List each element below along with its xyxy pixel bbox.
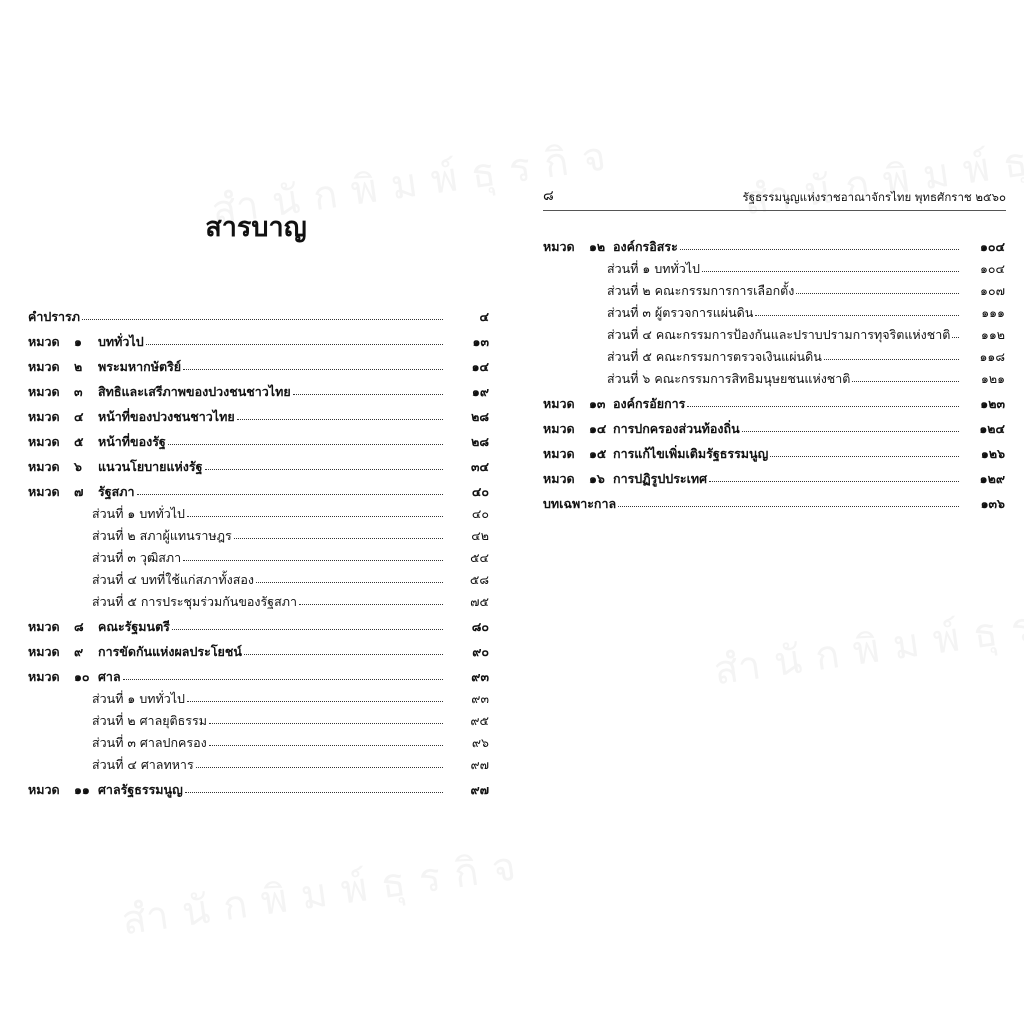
header-page-number: ๘ [543, 188, 554, 204]
chapter-number: ๘ [74, 619, 84, 634]
page-number: ๑๑๑ [981, 305, 1005, 320]
page-number: ๑๒๑ [980, 371, 1005, 386]
page-number: ๒๘ [471, 409, 489, 424]
toc-chapter-entry [28, 356, 489, 378]
chapter-number: ๑๖ [589, 471, 605, 486]
chapter-number: ๒ [74, 359, 83, 374]
dot-leader [742, 431, 959, 432]
chapter-number: ๑ [74, 334, 82, 349]
dot-leader [852, 381, 959, 382]
dot-leader [952, 337, 959, 338]
toc-chapter-entry [28, 406, 489, 428]
dot-leader [299, 604, 443, 605]
running-header [543, 188, 1006, 211]
dot-leader [209, 745, 443, 746]
entry-title: หน้าที่ของรัฐ [98, 434, 166, 449]
dot-leader [244, 654, 443, 655]
entry-title: ส่วนที่ ๕ การประชุมร่วมกันของรัฐสภา [92, 594, 297, 609]
dot-leader [293, 394, 443, 395]
chapter-label: หมวด [28, 409, 60, 424]
entry-title: พระมหากษัตริย์ [98, 359, 182, 374]
page-number: ๑๑๘ [979, 349, 1005, 364]
watermark [118, 832, 534, 953]
entry-title: คณะรัฐมนตรี [98, 619, 170, 634]
page-number: ๘๐ [471, 619, 489, 634]
chapter-number: ๓ [74, 384, 83, 399]
page-number: ๙๗ [470, 782, 489, 797]
toc-chapter-entry [28, 381, 489, 403]
toc-chapter-entry [28, 779, 489, 801]
toc-chapter-entry [543, 493, 1005, 515]
entry-title: ส่วนที่ ๑ บททั่วไป [92, 691, 185, 706]
chapter-number: ๑๓ [589, 396, 606, 411]
page-number: ๓๔ [470, 459, 489, 474]
toc-chapter-entry [543, 443, 1005, 465]
dot-leader [123, 679, 443, 680]
entry-title: ส่วนที่ ๑ บททั่วไป [92, 506, 185, 521]
page-number: ๙๕ [470, 713, 489, 728]
entry-title: องค์กรอัยการ [613, 396, 686, 411]
dot-leader [618, 506, 959, 507]
entry-title: การปฏิรูปประเทศ [613, 471, 708, 486]
page-number: ๙๖ [471, 735, 489, 750]
toc-section-entry [28, 754, 489, 776]
page-number: ๔๒ [471, 528, 489, 543]
entry-title: หน้าที่ของปวงชนชาวไทย [98, 409, 235, 424]
toc-chapter-entry [28, 616, 489, 638]
entry-title: องค์กรอิสระ [613, 239, 678, 254]
dot-leader [187, 516, 443, 517]
chapter-number: ๗ [74, 484, 84, 499]
chapter-label: หมวด [543, 421, 575, 436]
chapter-label: หมวด [543, 239, 575, 254]
dot-leader [770, 456, 959, 457]
toc-section-entry [543, 346, 1005, 368]
dot-leader [183, 560, 443, 561]
page-number: ๑๐๗ [980, 283, 1005, 298]
dot-leader [146, 344, 443, 345]
entry-title: ศาลรัฐธรรมนูญ [98, 782, 183, 797]
toc-section-entry [28, 688, 489, 710]
header-title: รัฐธรรมนูญแห่งราชอาณาจักรไทย พุทธศักราช ๒๕๖๐ [742, 190, 1006, 204]
chapter-number: ๑๒ [589, 239, 606, 254]
toc-section-entry [28, 525, 489, 547]
page-number: ๔ [479, 309, 489, 324]
dot-leader [702, 271, 959, 272]
toc-chapter-entry [28, 431, 489, 453]
toc-chapter-entry [28, 456, 489, 478]
entry-title: ส่วนที่ ๔ ศาลทหาร [92, 757, 194, 772]
entry-title: สิทธิและเสรีภาพของปวงชนชาวไทย [98, 384, 291, 399]
page-number: ๕๘ [469, 572, 489, 587]
toc-section-entry [28, 591, 489, 613]
toc-list-right [543, 236, 1005, 515]
chapter-number: ๕ [74, 434, 84, 449]
toc-section-entry [543, 302, 1005, 324]
chapter-label: หมวด [28, 384, 60, 399]
toc-section-entry [543, 368, 1005, 390]
chapter-label: หมวด [28, 434, 60, 449]
dot-leader [680, 249, 959, 250]
chapter-label: หมวด [28, 359, 60, 374]
dot-leader [256, 582, 443, 583]
chapter-number: ๑๑ [74, 782, 90, 797]
chapter-label: หมวด [543, 396, 575, 411]
toc-chapter-entry [543, 393, 1005, 415]
page-number: ๔๐ [471, 506, 489, 521]
page-number: ๔๐ [471, 484, 489, 499]
dot-leader [196, 767, 443, 768]
page-number: ๗๕ [470, 594, 489, 609]
toc-page-right [512, 0, 1024, 1024]
page-number: ๑๓๖ [980, 496, 1005, 511]
entry-title: ส่วนที่ ๓ ผู้ตรวจการแผ่นดิน [607, 305, 754, 320]
entry-title: บทเฉพาะกาล [543, 496, 617, 511]
toc-section-entry [543, 258, 1005, 280]
entry-title: คำปรารภ [28, 309, 81, 324]
entry-title: รัฐสภา [98, 484, 135, 499]
toc-chapter-entry [28, 331, 489, 353]
entry-title: การปกครองส่วนท้องถิ่น [613, 421, 740, 436]
page-number: ๑๔ [471, 359, 489, 374]
page-number: ๑๒๔ [979, 421, 1005, 436]
page-number: ๕๔ [470, 550, 489, 565]
chapter-label: หมวด [543, 446, 575, 461]
entry-title: ส่วนที่ ๔ คณะกรรมการป้องกันและปราบปรามการทุจริตแห่งชาติ [607, 327, 951, 342]
entry-title: ส่วนที่ ๓ วุฒิสภา [92, 550, 182, 565]
dot-leader [755, 315, 959, 316]
dot-leader [187, 701, 443, 702]
page-number: ๙๗ [470, 757, 489, 772]
dot-leader [205, 469, 443, 470]
entry-title: ศาล [98, 669, 121, 684]
page-number: ๑๒๙ [979, 471, 1005, 486]
entry-title: ส่วนที่ ๒ สภาผู้แทนราษฎร [92, 528, 232, 543]
entry-title: ส่วนที่ ๒ คณะกรรมการการเลือกตั้ง [607, 283, 795, 298]
toc-chapter-entry [543, 418, 1005, 440]
chapter-number: ๑๕ [589, 446, 607, 461]
dot-leader [137, 494, 443, 495]
page-number: ๒๘ [471, 434, 489, 449]
entry-title: ส่วนที่ ๒ ศาลยุติธรรม [92, 713, 207, 728]
chapter-label: หมวด [28, 644, 60, 659]
chapter-label: หมวด [28, 782, 60, 797]
page-number: ๙๓ [471, 669, 489, 684]
dot-leader [687, 406, 959, 407]
toc-section-entry [28, 503, 489, 525]
entry-title: บททั่วไป [98, 334, 144, 349]
chapter-label: หมวด [28, 334, 60, 349]
page-number: ๑๐๔ [979, 261, 1005, 276]
toc-chapter-entry [28, 666, 489, 688]
dot-leader [237, 419, 443, 420]
chapter-label: หมวด [28, 669, 60, 684]
chapter-number: ๑๔ [589, 421, 607, 436]
entry-title: ส่วนที่ ๑ บททั่วไป [607, 261, 700, 276]
chapter-label: หมวด [28, 484, 60, 499]
dot-leader [796, 293, 959, 294]
dot-leader [183, 369, 443, 370]
entry-title: การขัดกันแห่งผลประโยชน์ [98, 644, 242, 659]
entry-title: ส่วนที่ ๖ คณะกรรมการสิทธิมนุษยชนแห่งชาติ [607, 371, 851, 386]
page-number: ๑๒๓ [980, 396, 1005, 411]
dot-leader [172, 629, 443, 630]
toc-section-entry [543, 280, 1005, 302]
toc-chapter-entry [543, 236, 1005, 258]
toc-section-entry [28, 732, 489, 754]
entry-title: ส่วนที่ ๓ ศาลปกครอง [92, 735, 207, 750]
dot-leader [709, 481, 959, 482]
toc-chapter-entry [28, 306, 489, 328]
page-number: ๑๒๖ [980, 446, 1005, 461]
page-number: ๑๐๔ [979, 239, 1005, 254]
chapter-number: ๔ [74, 409, 84, 424]
dot-leader [234, 538, 443, 539]
entry-title: ส่วนที่ ๔ บทที่ใช้แก่สภาทั้งสอง [92, 572, 254, 587]
chapter-label: หมวด [543, 471, 575, 486]
toc-section-entry [28, 710, 489, 732]
page-title: สารบาญ [205, 212, 307, 243]
dot-leader [168, 444, 443, 445]
dot-leader [185, 792, 443, 793]
chapter-number: ๙ [74, 644, 84, 659]
watermark [710, 582, 1024, 703]
watermark [740, 112, 1024, 233]
chapter-number: ๑๐ [74, 669, 90, 684]
chapter-label: หมวด [28, 459, 60, 474]
chapter-number: ๖ [74, 459, 82, 474]
page-number: ๑๙ [471, 384, 489, 399]
toc-chapter-entry [28, 481, 489, 503]
page-number: ๙๓ [471, 691, 489, 706]
page-number: ๙๐ [472, 644, 489, 659]
toc-chapter-entry [543, 468, 1005, 490]
chapter-label: หมวด [28, 619, 60, 634]
toc-section-entry [543, 324, 1005, 346]
toc-section-entry [28, 547, 489, 569]
dot-leader [209, 723, 443, 724]
toc-list-left [28, 306, 489, 801]
toc-chapter-entry [28, 641, 489, 663]
page-number: ๑๓ [472, 334, 489, 349]
page-number: ๑๑๒ [980, 327, 1005, 342]
dot-leader [82, 319, 443, 320]
dot-leader [824, 359, 959, 360]
entry-title: การแก้ไขเพิ่มเติมรัฐธรรมนูญ [613, 446, 769, 461]
entry-title: ส่วนที่ ๕ คณะกรรมการตรวจเงินแผ่นดิน [607, 349, 822, 364]
entry-title: แนวนโยบายแห่งรัฐ [98, 459, 203, 474]
toc-section-entry [28, 569, 489, 591]
